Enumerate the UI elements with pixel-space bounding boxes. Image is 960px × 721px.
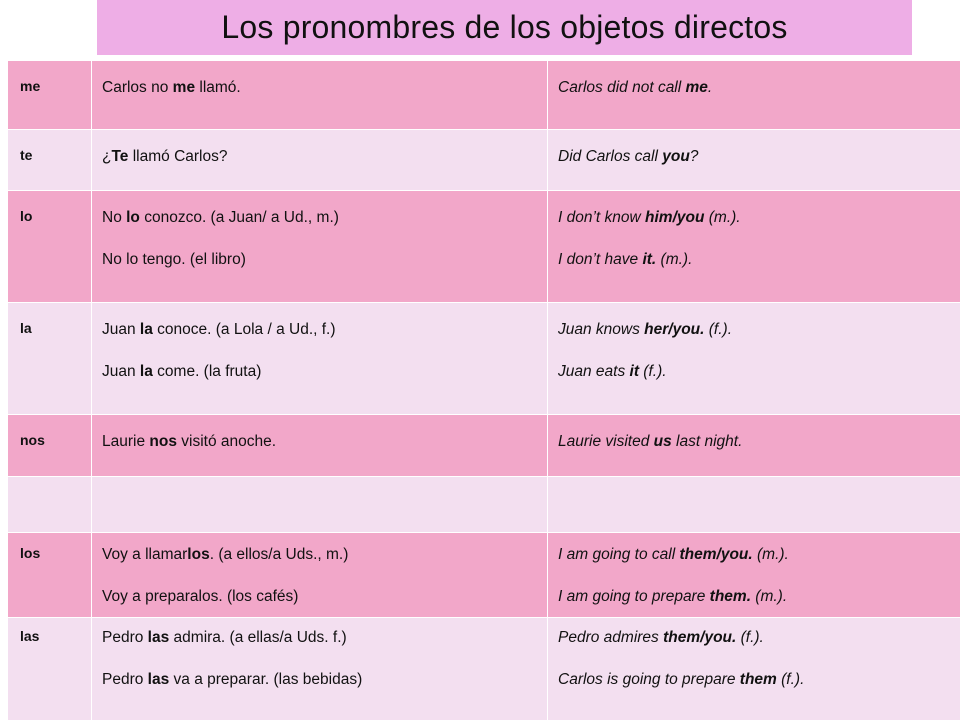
english-translation: I am going to prepare them. (m.). [558,587,950,606]
english-translation: Juan eats it (f.). [558,362,950,381]
table-row [8,130,960,191]
spanish-example: No lo tengo. (el libro) [102,250,537,269]
pronoun-table [7,60,960,721]
pronoun-cell: me [8,61,92,130]
title-banner [97,0,912,55]
table-row [8,61,960,130]
english-translation: I don’t know him/you (m.). [558,208,950,227]
pronoun-cell: lo [8,191,92,303]
english-translation: Laurie visited us last night. [558,432,950,451]
english-translation: Juan knows her/you. (f.). [558,320,950,339]
spanish-cell [92,415,548,477]
pronoun-cell: las [8,618,92,721]
english-cell [548,618,960,721]
spanish-cell [92,191,548,303]
table-row [8,533,960,618]
spanish-example: Juan la come. (la fruta) [102,362,537,381]
pronoun-cell: nos [8,415,92,477]
english-cell [548,415,960,477]
english-translation: Did Carlos call you? [558,147,950,166]
pronoun-cell [8,477,92,533]
english-translation: I am going to call them/you. (m.). [558,545,950,564]
english-translation: Carlos did not call me. [558,78,950,97]
page-title: Los pronombres de los objetos directos [221,9,787,46]
spanish-example: No lo conozco. (a Juan/ a Ud., m.) [102,208,537,227]
spanish-cell [92,130,548,191]
spanish-example: Juan la conoce. (a Lola / a Ud., f.) [102,320,537,339]
spanish-example: Laurie nos visitó anoche. [102,432,537,451]
table-row [8,191,960,303]
english-translation: Carlos is going to prepare them (f.). [558,670,950,689]
spanish-cell [92,61,548,130]
spanish-example: Pedro las va a preparar. (las bebidas) [102,670,537,689]
spanish-example: Voy a preparalos. (los cafés) [102,587,537,606]
english-cell [548,191,960,303]
spanish-cell [92,618,548,721]
spanish-cell [92,533,548,618]
english-cell [548,303,960,415]
table-row-empty [8,477,960,533]
english-cell [548,533,960,618]
english-translation: Pedro admires them/you. (f.). [558,628,950,647]
english-cell [548,61,960,130]
english-cell [548,130,960,191]
table-row [8,303,960,415]
spanish-example: Carlos no me llamó. [102,78,537,97]
spanish-cell [92,477,548,533]
pronoun-cell: la [8,303,92,415]
spanish-example: Pedro las admira. (a ellas/a Uds. f.) [102,628,537,647]
table-row [8,415,960,477]
pronoun-cell: los [8,533,92,618]
english-translation: I don’t have it. (m.). [558,250,950,269]
spanish-example: ¿Te llamó Carlos? [102,147,537,166]
spanish-cell [92,303,548,415]
pronoun-cell: te [8,130,92,191]
table-row [8,618,960,721]
english-cell [548,477,960,533]
spanish-example: Voy a llamarlos. (a ellos/a Uds., m.) [102,545,537,564]
